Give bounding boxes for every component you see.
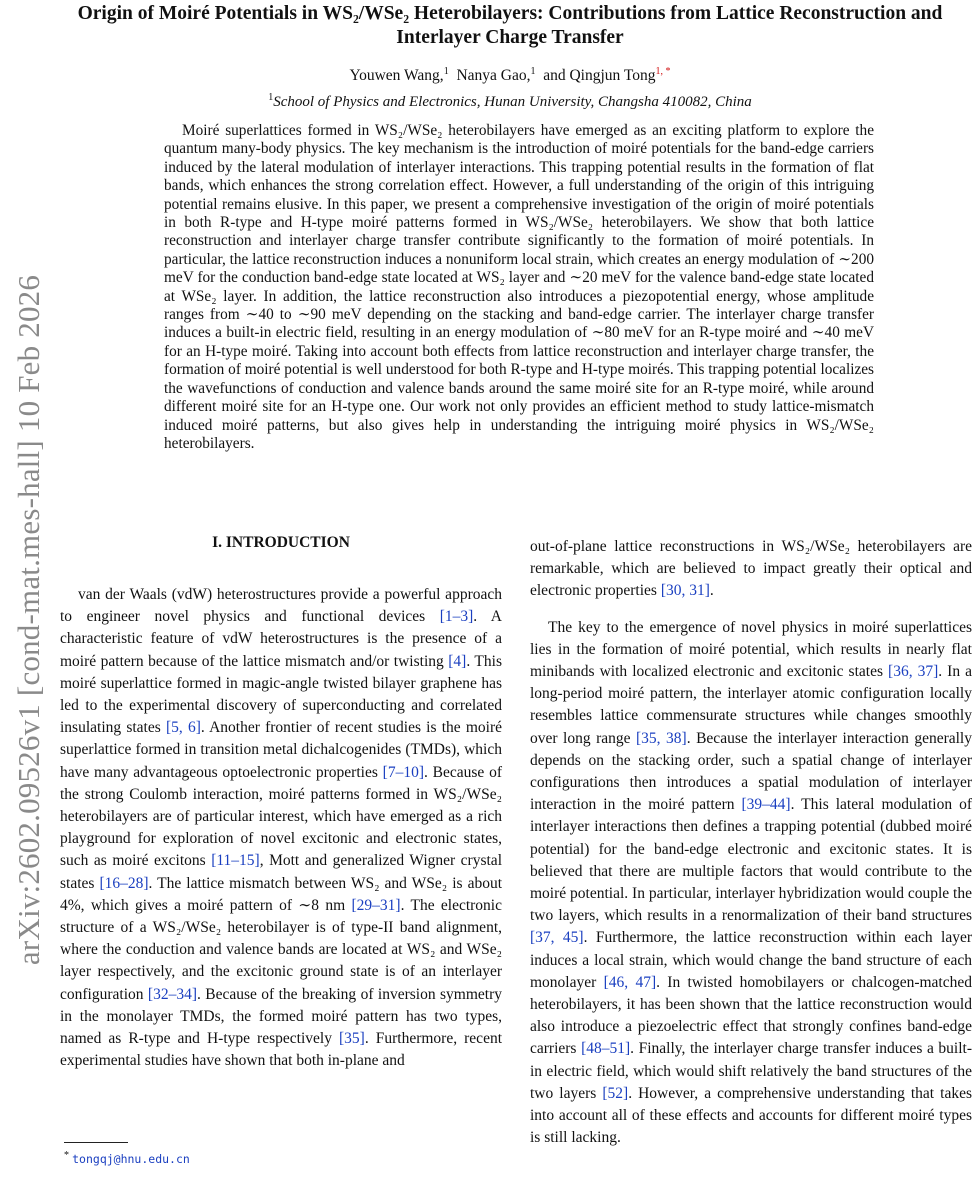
citation-link[interactable]: [52] bbox=[602, 1084, 629, 1102]
footnote bbox=[64, 1149, 190, 1167]
intro-paragraph-1-continued: out-of-plane lattice reconstructions in WS₂/WSe₂ heterobilayers are remarkable, which are believed to impact greatly their optical and electronic properties [30, 31]. bbox=[530, 538, 972, 600]
citation-link[interactable]: [32–34] bbox=[147, 985, 197, 1003]
author-affiliation-mark: 1 bbox=[443, 65, 449, 77]
arxiv-identifier: arXiv:2602.09526v1 [cond-mat.mes-hall] 10 Feb 2026 bbox=[11, 274, 46, 966]
citation-link[interactable]: [37, 45] bbox=[530, 929, 584, 947]
citation-link[interactable]: [30, 31] bbox=[660, 582, 710, 600]
citation-link[interactable]: [48–51] bbox=[581, 1040, 631, 1058]
author-name: Nanya Gao, bbox=[456, 67, 531, 84]
affiliation bbox=[60, 94, 960, 111]
section-heading-introduction: I. INTRODUCTION bbox=[212, 534, 350, 551]
author-affiliation-mark: 1 bbox=[530, 65, 536, 77]
author-list bbox=[60, 67, 960, 85]
citation-link[interactable]: [5, 6] bbox=[165, 719, 201, 737]
left-column bbox=[60, 584, 502, 1072]
paper-title: Origin of Moiré Potentials in WS₂/WSe₂ Heterobilayers: Contributions from Lattice Reconstruction and Interlayer Charge Transfer bbox=[77, 3, 943, 48]
affiliation-text: School of Physics and Electronics, Hunan University, Changsha 410082, China bbox=[273, 94, 752, 110]
citation-link[interactable]: [36, 37] bbox=[888, 663, 939, 681]
citation-link[interactable]: [35, 38] bbox=[636, 729, 687, 747]
intro-paragraph-1: van der Waals (vdW) heterostructures provide a powerful approach to engineer novel physics and functional devices [1–3]. A characteristic feature of vdW heterostructures is the presence of a moiré pattern because of the lattice mismatch and/or twisting [4]. This moiré superlattice formed in magic-angle twisted bilayer graphene has led to the experimental discovery of superconducting and correlated insulating states [5, 6]. Another frontier of recent studies is the moiré superlattice formed in transition metal dichalcogenides (TMDs), which have many advantageous optoelectronic properties [7–10]. Because of the strong Coulomb interaction, moiré patterns formed in WS₂/WSe₂ heterobilayers are of particular interest, which have emerged as a rich playground for exploration of novel excitonic and electronic states, such as moiré excitons [11–15], Mott and generalized Wigner crystal states [16–28]. The lattice mismatch between WS₂ and WSe₂ is about 4%, which gives a moiré pattern of ∼8 nm [29–31]. The electronic structure of a WS₂/WSe₂ heterobilayer is of type-II band alignment, where the conduction and valence bands are located at WS₂ and WSe₂ layer respectively, and the excitonic ground state is of an interlayer configuration [32–34]. Because of the breaking of inversion symmetry in the monolayer TMDs, the formed moiré pattern has two types, named as R-type and H-type respectively [35]. Furthermore, recent experimental studies have shown that both in-plane and bbox=[60, 586, 503, 1070]
arxiv-identifier-sidebar bbox=[6, 180, 52, 1060]
citation-link[interactable]: [16–28] bbox=[99, 874, 149, 892]
corresponding-author-mark[interactable]: 1, * bbox=[655, 65, 671, 77]
abstract: Moiré superlattices formed in WS₂/WSe₂ heterobilayers have emerged as an exciting platform to explore the quantum many-body physics. The key mechanism is the introduction of moiré potentials for the band-edge carriers induced by the lateral modulation of interlayer interactions. This trapping potential results in the formation of flat bands, which enhances the strong correlation effect. However, a full understanding of the origin of this intriguing potential remains elusive. In this paper, we present a comprehensive investigation of the origin of moiré potentials in both R-type and H-type moiré patterns formed in WS₂/WSe₂ heterobilayers. We show that both lattice reconstruction and interlayer charge transfer contribute significantly to the formation of moiré potentials. In particular, the lattice reconstruction induces a nonuniform local strain, which creates an energy modulation of ∼200 meV for the conduction band-edge state located at WS₂ layer and ∼20 meV for the valence band-edge state located at WSe₂ layer. In addition, the lattice reconstruction also introduces a piezopotential energy, whose amplitude ranges from ∼40 to ∼90 meV depending on the stacking and band-edge carrier. The interlayer charge transfer induces a built-in electric field, resulting in an energy modulation of ∼80 meV for an R-type moiré and ∼40 meV for an H-type moiré. Taking into account both effects from lattice reconstruction and interlayer charge transfer, the formation of moiré potential is well understood for both R-type and H-type moirés. This trapping potential localizes the wavefunctions of conduction and valence bands around the same moiré site for an R-type moiré, while around different moiré site for an H-type one. Our work not only provides an efficient method to study lattice-mismatch induced moiré patterns, but also gives help in understanding the intriguing moiré physics in WS₂/WSe₂ heterobilayers. bbox=[164, 122, 874, 452]
right-column bbox=[530, 536, 972, 1149]
footnote-mark: * bbox=[64, 1149, 69, 1161]
corresponding-email-link[interactable]: tongqj@hnu.edu.cn bbox=[72, 1152, 190, 1166]
author-name: Youwen Wang, bbox=[349, 67, 444, 84]
footnote-rule bbox=[64, 1142, 128, 1143]
citation-link[interactable]: [46, 47] bbox=[603, 973, 657, 991]
citation-link[interactable]: [11–15] bbox=[211, 852, 260, 870]
citation-link[interactable]: [7–10] bbox=[382, 763, 424, 781]
author-conjunction: and bbox=[543, 67, 566, 84]
author-name: Qingjun Tong bbox=[569, 67, 656, 84]
citation-link[interactable]: [39–44] bbox=[741, 796, 791, 814]
citation-link[interactable]: [1–3] bbox=[439, 608, 474, 626]
citation-link[interactable]: [29–31] bbox=[351, 896, 401, 914]
citation-link[interactable]: [4] bbox=[448, 652, 467, 670]
citation-link[interactable]: [35] bbox=[339, 1030, 365, 1048]
affiliation-mark: 1 bbox=[268, 92, 274, 103]
intro-paragraph-2: The key to the emergence of novel physics in moiré superlattices lies in the formation of moiré potential, which results in nearly flat minibands with localized electronic and excitonic states [36, 37]. In a long-period moiré pattern, the interlayer atomic configuration locally resembles lattice commensurate structures while changes smoothly over long range [35, 38]. Because the interlayer interaction generally depends on the stacking order, such a spatial change of interlayer configurations then introduces a spatial modulation of interlayer interaction in the moiré pattern [39–44]. This lateral modulation of interlayer interactions then defines a trapping potential (dubbed moiré potential) for the band-edge electronic and excitonic states. It is believed that there are multiple factors that would contribute to the moiré potential. In particular, interlayer hybridization would couple the two layers, which results in a renormalization of their band structures [37, 45]. Furthermore, the lattice reconstruction within each layer induces a local strain, which would change the band structure of each monolayer [46, 47]. In twisted homobilayers or chalcogen-matched heterobilayers, it has been shown that the lattice reconstruction would also introduce a piezoelectric effect that strongly confines band-edge carriers [48–51]. Finally, the interlayer charge transfer induces a built-in electric field, which would shift relatively the band structures of the two layers [52]. However, a comprehensive understanding that takes into account all of these effects and accounts for different moiré types is still lacking. bbox=[530, 618, 972, 1147]
